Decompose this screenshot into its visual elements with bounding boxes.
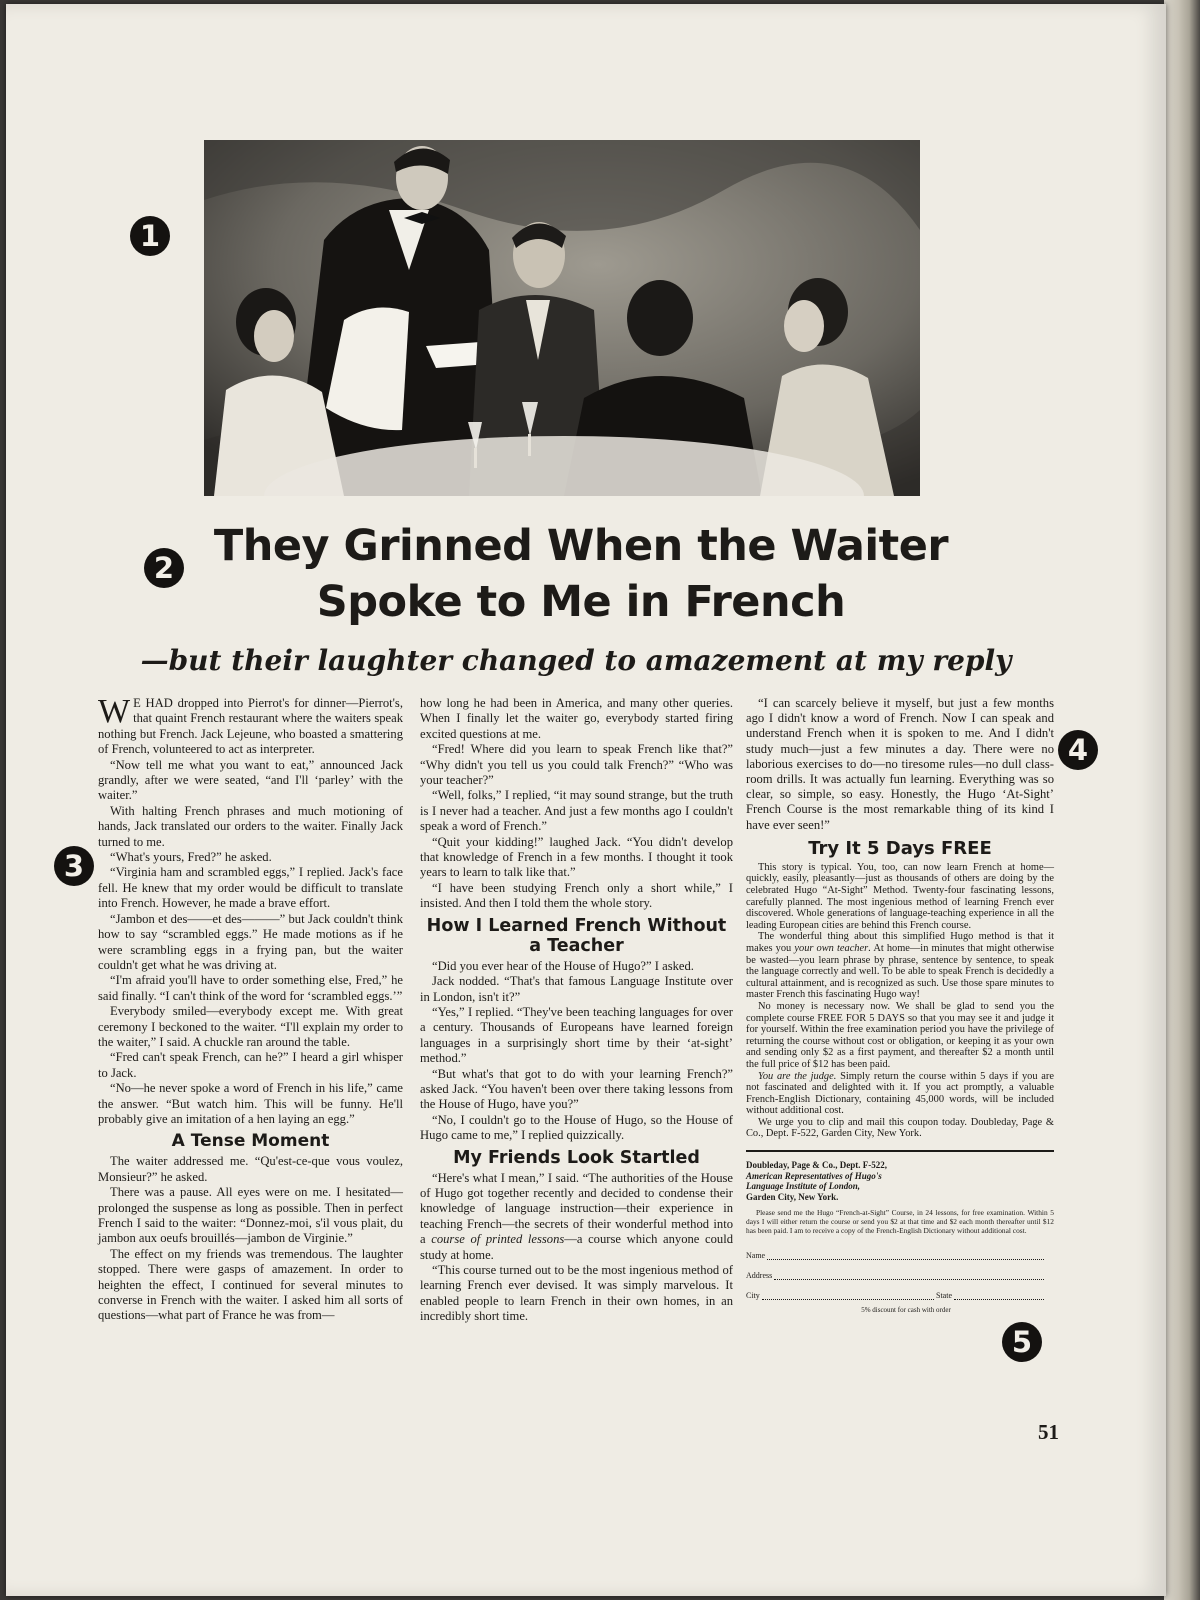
- paragraph: “Now tell me what you want to eat,” announced Jack grandly, after we were seated, “and I'll ‘parley’ with the waiter.”: [98, 757, 403, 803]
- paragraph-text: “Here's what I mean,” I said. “The authorities of the House of Hugo got together recently and decided to condense their knowledge of language instruction—their experience in teaching French—the secrets of their wonderful method into a: [420, 1170, 733, 1247]
- restaurant-photo-illustration: [204, 140, 920, 496]
- offer-paragraph: This story is typical. You, too, can now learn French at home—quickly, easily, pleasantly—just as thousands of others are doing by the celebrated Hugo “At-Sight” Method. Twenty-four fascinating lessons, carefully planned. The most ingenious method of learning French ever discovered. Whole generations of language-teaching experience in all the leading European cities are behind this French course.: [746, 861, 1054, 931]
- paragraph: “Well, folks,” I replied, “it may sound strange, but the truth is I never had a teacher. And just a few months ago I couldn't speak a word of French.”: [420, 788, 733, 834]
- coupon-address-line: Language Institute of London,: [746, 1181, 861, 1192]
- paragraph: “I'm afraid you'll have to order something else, Fred,” he said finally. “I can't think of the word for ‘scrambled eggs.’”: [98, 973, 403, 1003]
- subheadline: —but their laughter changed to amazement at my reply: [140, 644, 1012, 677]
- section-heading-friends-startled: My Friends Look Startled: [453, 1147, 700, 1168]
- emphasis-text: You are the judge.: [758, 1070, 837, 1082]
- coupon-name-label: Name: [746, 1251, 766, 1261]
- paragraph: “Fred! Where did you learn to speak French like that?” “Why didn't you tell us you could talk French?” “Who was your teacher?”: [420, 742, 733, 788]
- section-heading-how-i-learned: How I Learned French Without a Teacher: [426, 915, 727, 956]
- paragraph: “What's yours, Fred?” he asked.: [110, 850, 272, 865]
- paragraph-text: E HAD dropped into Pierrot's for dinner—Pierrot's, that quaint French restaurant where the waiters speak nothing but French. Jack Lejeune, who boasted a smattering of French, volunteered to act as interpreter.: [98, 696, 403, 757]
- paragraph: [98, 693, 403, 758]
- book-page-edge: [1164, 0, 1200, 1600]
- headline-line-1: They Grinned When the Waiter: [213, 521, 949, 571]
- paragraph: “No—he never spoke a word of French in his life,” came the answer. “But watch him. This will be funny. He'll probably give an imitation of a hen laying an egg.”: [98, 1081, 403, 1126]
- coupon-divider: [746, 1150, 1054, 1152]
- free-offer: [746, 839, 1054, 1140]
- coupon-terms: Please send me the Hugo “French-at-Sight” Course, in 24 lessons, for free examination. Within 5 days I will either return the course or send you $2 at that time and $2 each month thereafter until $12 has been paid. I am to receive a copy of the French-English Dictionary without additional cost.: [746, 1208, 1054, 1236]
- magazine-page: [6, 4, 1166, 1596]
- coupon-state-line[interactable]: [954, 1299, 1044, 1300]
- order-coupon[interactable]: [746, 1160, 1054, 1319]
- coupon-address-line: Garden City, New York.: [746, 1191, 839, 1202]
- paragraph: “No, I couldn't go to the House of Hugo, so the House of Hugo came to me,” I replied quizzically.: [420, 1112, 733, 1143]
- article-column-2: [420, 696, 733, 1325]
- paragraph: [420, 1171, 733, 1263]
- paragraph: “Fred can't speak French, can he?” I heard a girl whisper to Jack.: [98, 1050, 403, 1080]
- paragraph: how long he had been in America, and many other queries. When I finally let the waiter go, everybody started firing excited questions at me.: [420, 696, 733, 741]
- marker-3: 3: [54, 846, 94, 886]
- offer-paragraph: No money is necessary now. We shall be glad to send you the complete course FREE FOR 5 DAYS so that you may see it and judge it for yourself. Within the free examination period you have the privilege of returning the course without cost or obligation, or keeping it as your own and sending only $2 as a first payment, and thereafter $2 a month until the full price of $12 has been paid.: [746, 1000, 1054, 1070]
- paragraph: “I have been studying French only a short while,” I insisted. And then I told them the whole story.: [420, 880, 733, 911]
- headline-line-2: Spoke to Me in French: [316, 577, 846, 627]
- article-column-3: [746, 696, 1054, 1319]
- coupon-city-label: City: [746, 1291, 760, 1301]
- coupon-address-label: Address: [746, 1271, 773, 1281]
- coupon-address-field[interactable]: [746, 1263, 1046, 1283]
- emphasis-text: course of printed lessons: [431, 1232, 565, 1247]
- paragraph: “But what's that got to do with your learning French?” asked Jack. “You haven't been over there taking lessons from the House of Hugo, have you?”: [420, 1066, 733, 1112]
- coupon-address-line: Doubleday, Page & Co., Dept. F-522,: [746, 1160, 887, 1171]
- paragraph: “Did you ever hear of the House of Hugo?” I asked.: [432, 958, 694, 973]
- drop-cap: W: [98, 693, 131, 730]
- paragraph: The effect on my friends was tremendous. The laughter stopped. There were gasps of amazement. In order to heighten the effect, I continued for several minutes to converse in French with the waiter. I asked him all sorts of questions—what part of France he was from—: [98, 1246, 403, 1323]
- restaurant-photo: [204, 140, 920, 496]
- offer-paragraph: We urge you to clip and mail this coupon today. Doubleday, Page & Co., Dept. F-522, Garden City, New York.: [746, 1116, 1054, 1140]
- emphasis-text: your own teacher: [794, 942, 869, 954]
- marker-5: 5: [1002, 1322, 1042, 1362]
- coupon-discount-note: 5% discount for cash with order: [861, 1306, 951, 1315]
- page-number: 51: [1038, 1420, 1059, 1444]
- headline: [156, 518, 1006, 630]
- coupon-address-line: American Representatives of Hugo's: [746, 1170, 882, 1181]
- section-heading-tense-moment: A Tense Moment: [171, 1131, 330, 1152]
- article-column-1: [98, 693, 403, 1324]
- paragraph: There was a pause. All eyes were on me. I hesitated—prolonged the suspense as long as possible. Then in perfect French I said to the waiter: “Donnez-moi, s'il vous plait, du jambon aux oeufs brouillés—jambon de Virginie.”: [98, 1185, 403, 1246]
- paragraph: “Jambon et des——et des———” but Jack couldn't think how to say “scrambled eggs.” He made motions as if he were scrambling eggs in a frying pan, but the waiter couldn't get what he was driving at.: [98, 911, 403, 972]
- paragraph: “Yes,” I replied. “They've been teaching languages for over a century. Thousands of Europeans have learned foreign languages in a surprisingly short time by their ‘at-sight’ method.”: [420, 1004, 733, 1066]
- paragraph-text: —a course which anyone could study at home.: [420, 1232, 733, 1262]
- coupon-city-state-field[interactable]: [746, 1283, 1046, 1303]
- coupon-name-line[interactable]: [767, 1259, 1044, 1260]
- paragraph-text: . At home—in minutes that might otherwise be wasted—you learn phrase by phrase, sentence by sentence, to speak the language correctly and well. To be able to speak French is decidedly a cultural attainment, and is recognized as such. Use those spare minutes to master French this fascinating Hugo way!: [746, 942, 1055, 1001]
- paragraph: With halting French phrases and much motioning of hands, Jack translated our orders to the waiter. Finally Jack turned to me.: [98, 803, 403, 849]
- paragraph: The waiter addressed me. “Qu'est-ce-que vous voulez, Monsieur?” he asked.: [98, 1154, 403, 1184]
- paragraph: Jack nodded. “That's that famous Language Institute over in London, isn't it?”: [420, 974, 733, 1004]
- paragraph-text: Simply return the course within 5 days if you are not fascinated and delighted with it. If you act promptly, a valuable French-English Dictionary, containing 45,000 words, will be included without additional cost.: [746, 1070, 1054, 1117]
- paragraph: Everybody smiled—everybody except me. With great ceremony I beckoned to the waiter. “I'll explain my order to the waiter,” I said. A chuckle ran around the table.: [98, 1004, 403, 1049]
- offer-paragraph: [746, 1071, 1054, 1117]
- marker-1: 1: [130, 216, 170, 256]
- paragraph: “I can scarcely believe it myself, but just a few months ago I didn't know a word of French. Now I can speak and understand French when it is spoken to me. And I didn't study much—just a few minutes a day. There were no laborious exercises to do—no tiresome rules—no dull class-room drills. It was actually fun learning. Everything was so clear, so simple, so easy. Honestly, the Hugo ‘At-Sight’ French Course is the most remarkable thing of its kind I have ever seen!”: [746, 696, 1054, 832]
- coupon-city-line[interactable]: [762, 1299, 934, 1300]
- marker-2: 2: [144, 548, 184, 588]
- paragraph-text: The wonderful thing about this simplified Hugo method is that it makes you: [746, 931, 1054, 954]
- paragraph: “This course turned out to be the most ingenious method of learning French ever devised. It was simply marvelous. It enabled people to learn French in their own homes, in an incredibly short time.: [420, 1263, 733, 1324]
- coupon-state-label: State: [936, 1291, 952, 1301]
- section-heading-try-free: Try It 5 Days FREE: [808, 837, 992, 859]
- paragraph: “Virginia ham and scrambled eggs,” I replied. Jack's face fell. He knew that my order would be difficult to translate into French. However, he made a brave effort.: [98, 865, 403, 911]
- marker-4: 4: [1058, 730, 1098, 770]
- offer-paragraph: [746, 931, 1054, 1001]
- coupon-name-field[interactable]: [746, 1243, 1046, 1263]
- coupon-address-line-input[interactable]: [774, 1279, 1044, 1280]
- paragraph: “Quit your kidding!” laughed Jack. “You didn't develop that knowledge of French in a few months. I thought it took years to learn to talk like that.”: [420, 834, 733, 880]
